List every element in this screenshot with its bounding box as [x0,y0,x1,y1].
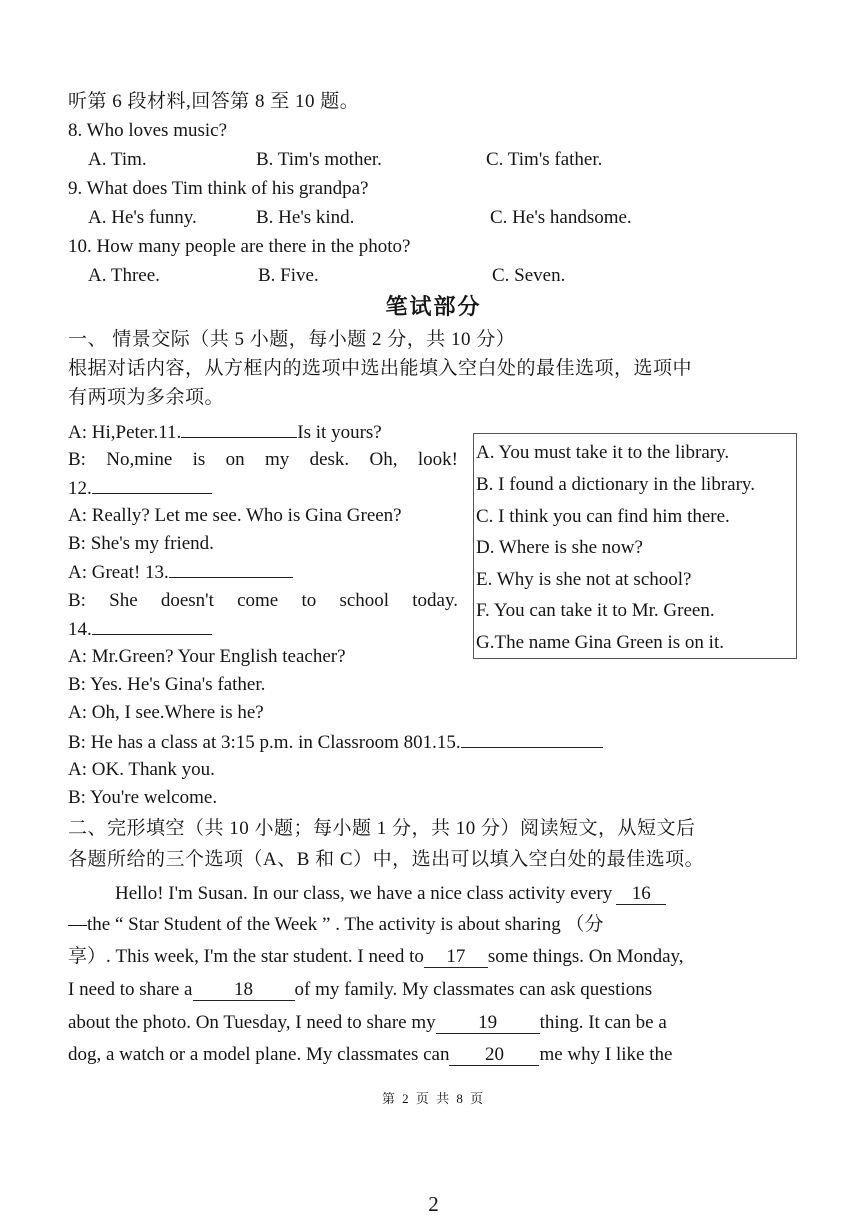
question-10-option-b: B. Five. [258,265,319,286]
passage-line-3-tail: some things. On Monday, [487,946,684,967]
passage-line-6-tail: me why I like the [539,1044,673,1065]
dialogue-word: She [109,590,138,611]
dialogue-line-14: B: You're welcome. [68,787,218,808]
box-option-d: D. Where is she now? [476,537,643,558]
blank-14[interactable] [92,616,212,635]
dialogue-line-3-number: 12. [68,478,92,499]
dialogue-line-4: A: Really? Let me see. Who is Gina Green? [68,505,402,526]
question-8-option-c: C. Tim's father. [486,149,603,170]
blank-17[interactable]: 17 [424,947,488,968]
question-10-option-c: C. Seven. [492,265,566,286]
options-box [473,433,797,659]
dialogue-word: my [264,449,290,470]
page-number: 2 [428,1192,439,1216]
dialogue-word: No,mine [106,449,173,470]
question-8-stem: 8. Who loves music? [68,120,228,141]
passage-line-5-tail: thing. It can be a [539,1012,667,1033]
dialogue-line-1-tail: Is it yours? [297,422,382,443]
dialogue-line-12 [68,729,603,756]
passage-line-4-text: I need to share a [68,979,193,1000]
passage-line-5 [68,1010,667,1036]
blank-11[interactable] [181,419,297,438]
part1-heading: 一、 情景交际（共 5 小题，每小题 2 分，共 10 分） [68,329,516,350]
written-part-title: 笔试部分 [385,294,482,319]
box-option-c: C. I think you can find him there. [476,506,730,527]
dialogue-word: today. [412,590,458,611]
question-10-stem: 10. How many people are there in the photo? [68,236,411,257]
box-option-a: A. You must take it to the library. [476,442,730,463]
passage-line-1 [115,881,666,907]
passage-line-3-text: 享）. This week, I'm the star student. I need to [68,946,424,967]
dialogue-line-12-text: B: He has a class at 3:15 p.m. in Classroom 801.15. [68,732,461,753]
dialogue-line-13: A: OK. Thank you. [68,759,215,780]
passage-line-3 [68,944,684,970]
dialogue-word: B: [68,449,86,470]
dialogue-word: on [225,449,245,470]
box-option-b: B. I found a dictionary in the library. [476,474,755,495]
question-9-option-c: C. He's handsome. [490,207,632,228]
box-option-f: F. You can take it to Mr. Green. [476,600,715,621]
passage-line-6 [68,1042,672,1068]
dialogue-word: to [301,590,317,611]
passage-line-6-text: dog, a watch or a model plane. My classmates can [68,1044,450,1065]
dialogue-word: come [237,590,279,611]
dialogue-word: B: [68,590,86,611]
passage-line-2: —the “ Star Student of the Week ” . The activity is about sharing （分 [68,914,604,935]
dialogue-line-3 [68,475,212,502]
dialogue-line-1 [68,419,382,446]
passage-line-4 [68,977,652,1003]
dialogue-line-6 [68,559,293,586]
blank-15[interactable] [461,729,603,748]
dialogue-word: desk. [309,449,350,470]
box-option-g: G.The name Gina Green is on it. [476,632,724,653]
question-9-option-b: B. He's kind. [256,207,355,228]
dialogue-line-7 [68,588,458,614]
passage-line-4-tail: of my family. My classmates can ask questions [294,979,653,1000]
blank-18[interactable]: 18 [193,980,295,1001]
dialogue-line-1-text: A: Hi,Peter.11. [68,422,182,443]
dialogue-line-10: B: Yes. He's Gina's father. [68,674,266,695]
part1-instruction-line2: 有两项为多余项。 [68,387,225,408]
dialogue-word: look! [417,449,458,470]
dialogue-line-5: B: She's my friend. [68,533,214,554]
question-10-option-a: A. Three. [88,265,160,286]
dialogue-line-2 [68,447,458,473]
blank-20[interactable]: 20 [449,1045,539,1066]
part2-instruction: 各题所给的三个选项（A、B 和 C）中，选出可以填入空白处的最佳选项。 [68,849,705,870]
blank-13[interactable] [169,559,293,578]
page-footer: 第 2 页 共 8 页 [381,1091,486,1106]
dialogue-word: school [339,590,390,611]
dialogue-line-8-number: 14. [68,619,92,640]
question-8-option-b: B. Tim's mother. [256,149,382,170]
dialogue-word: Oh, [369,449,398,470]
dialogue-line-9: A: Mr.Green? Your English teacher? [68,646,346,667]
dialogue-line-8 [68,616,212,643]
dialogue-line-11: A: Oh, I see.Where is he? [68,702,264,723]
dialogue-line-6-text: A: Great! 13. [68,562,169,583]
blank-19[interactable]: 19 [436,1013,540,1034]
question-9-stem: 9. What does Tim think of his grandpa? [68,178,369,199]
blank-12[interactable] [92,475,212,494]
dialogue-word: doesn't [160,590,214,611]
part2-heading: 二、完形填空（共 10 小题；每小题 1 分，共 10 分）阅读短文，从短文后 [68,818,696,839]
question-8-option-a: A. Tim. [88,149,147,170]
blank-16[interactable]: 16 [616,884,666,905]
part1-instruction-line1: 根据对话内容，从方框内的选项中选出能填入空白处的最佳选项，选项中 [68,358,693,379]
box-option-e: E. Why is she not at school? [476,569,692,590]
dialogue-word: is [192,449,206,470]
question-9-option-a: A. He's funny. [88,207,197,228]
listening-section-intro: 听第 6 段材料,回答第 8 至 10 题。 [68,91,360,112]
passage-line-5-text: about the photo. On Tuesday, I need to share my [68,1012,436,1033]
passage-line-1-text: Hello! I'm Susan. In our class, we have a nice class activity every [115,883,613,904]
